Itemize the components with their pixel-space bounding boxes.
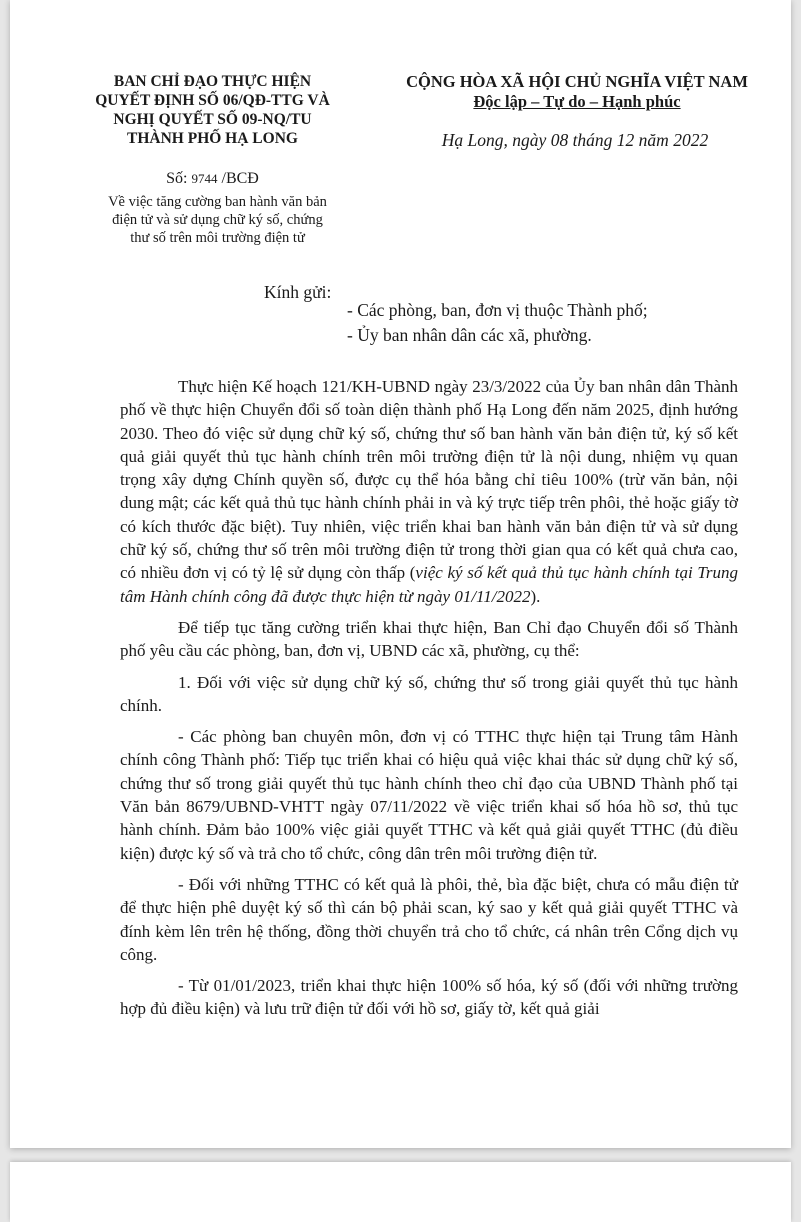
paragraph-text: Thực hiện Kế hoạch 121/KH-UBND ngày 23/3/2022 của Ủy ban nhân dân Thành phố về thực hiện Chuyển đổi số toàn diện thành phố Hạ Long đến năm 2025, định hướng 2030. Theo đó việc sử dụng chữ ký số, chứng thư số ban hành văn bản điện tử, ký số kết quả giải quyết thủ tục hành chính trên môi trường điện tử là nội dung, nhiệm vụ quan trọng xây dựng Chính quyền số, được cụ thể hóa bằng chỉ tiêu 100% (trừ văn bản, nội dung mật; các kết quả thủ tục hành chính phải in và ký trực tiếp trên phôi, thẻ hoặc giấy tờ có kích thước đặc biệt). Tuy nhiên, việc triển khai ban hành văn bản điện tử và sử dụng chữ ký số, chứng thư số trên môi trường điện tử trong thời gian qua có kết quả chưa cao, có nhiều đơn vị có tỷ lệ sử dụng còn thấp ( <box>120 377 738 583</box>
recipients-list <box>347 298 648 348</box>
recipient-item: - Ủy ban nhân dân các xã, phường. <box>347 325 592 345</box>
document-body <box>120 375 738 1029</box>
recipients-title: Kính gửi: <box>264 282 332 302</box>
section-heading: 1. Đối với việc sử dụng chữ ký số, chứng thư số trong giải quyết thủ tục hành chính. <box>120 672 738 715</box>
body-paragraph: - Từ 01/01/2023, triển khai thực hiện 100% số hóa, ký số (đối với những trường hợp đủ điều kiện) và lưu trữ điện tử đối với hồ sơ, giấy tờ, kết quả giải <box>120 976 738 1019</box>
country-name: CỘNG HÒA XÃ HỘI CHỦ NGHĨA VIỆT NAM <box>406 72 748 91</box>
body-paragraph: - Đối với những TTHC có kết quả là phôi, thẻ, bìa đặc biệt, chưa có mẫu điện tử để thực hiện phê duyệt ký số thì cán bộ phải scan, ký sao y kết quả giải quyết TTHC và đính kèm lên trên hệ thống, đồng thời chuyển trả cho tổ chức, cá nhân trên Cổng dịch vụ công. <box>120 874 738 964</box>
org-line: THÀNH PHỐ HẠ LONG <box>127 130 298 147</box>
body-paragraph <box>120 375 738 608</box>
paragraph-end: ). <box>530 586 541 606</box>
issuing-organization <box>75 72 350 148</box>
recipient-item: - Các phòng, ban, đơn vị thuộc Thành phố; <box>347 300 648 320</box>
date-value: 08 tháng 12 năm 2022 <box>550 130 709 150</box>
document-page <box>10 0 791 1148</box>
issue-date <box>395 130 755 151</box>
national-motto: Độc lập – Tự do – Hạnh phúc <box>473 92 681 111</box>
subject-line: Về việc tăng cường ban hành văn bản <box>108 194 327 210</box>
org-line: QUYẾT ĐỊNH SỐ 06/QĐ-TTG VÀ <box>95 92 330 109</box>
org-line: BAN CHỈ ĐẠO THỰC HIỆN <box>113 73 312 90</box>
body-paragraph: Để tiếp tục tăng cường triển khai thực hiện, Ban Chỉ đạo Chuyển đổi số Thành phố yêu cầu các phòng, ban, đơn vị, UBND các xã, phường, cụ thể: <box>120 617 738 661</box>
document-subject <box>90 193 345 247</box>
paragraph-italic-note: việc ký số kết quả thủ tục hành chính tại Trung tâm Hành chính công đã được thực hiện từ ngày 01/11/2022 <box>120 563 739 606</box>
so-label: Số: <box>166 170 188 187</box>
so-suffix: /BCĐ <box>221 170 259 187</box>
org-line: NGHỊ QUYẾT SỐ 09-NQ/TU <box>113 111 312 128</box>
national-header <box>372 72 782 112</box>
subject-line: điện tử và sử dụng chữ ký số, chứng <box>112 212 323 228</box>
next-page-edge <box>10 1162 791 1222</box>
document-number <box>75 170 350 188</box>
subject-line: thư số trên môi trường điện tử <box>130 230 305 246</box>
date-prefix: Hạ Long, ngày <box>441 130 547 150</box>
so-number: 9744 <box>191 171 218 186</box>
body-paragraph: - Các phòng ban chuyên môn, đơn vị có TTHC thực hiện tại Trung tâm Hành chính công Thành phố: Tiếp tục triển khai có hiệu quả việc khai thác sử dụng chữ ký số, chứng thư số trong giải quyết thủ tục hành chính theo chỉ đạo của UBND Thành phố tại Văn bản 8679/UBND-VHTT ngày 07/11/2022 về việc triển khai số hóa hồ sơ, thủ tục hành chính. Đảm bảo 100% việc giải quyết TTHC và kết quả giải quyết TTHC (đủ điều kiện) được ký số và trả cho tổ chức, công dân trên môi trường điện tử. <box>120 727 738 863</box>
